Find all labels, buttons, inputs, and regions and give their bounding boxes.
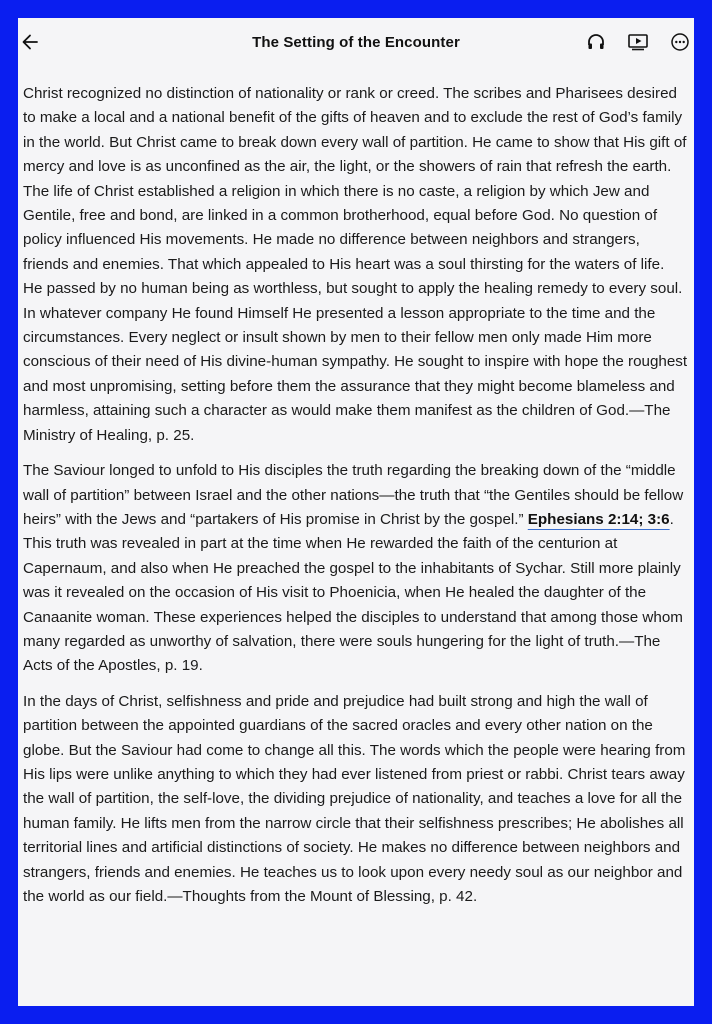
paragraph: Christ recognized no distinction of nationality or rank or creed. The scribes and Pharisees desired to make a local and a national benefit of the gifts of heaven and to exclude the rest of God’s family in the world. But Christ came to break down every wall of partition. He came to show that His gift of mercy and love is as unconfined as the air, the light, or the showers of rain that refresh the earth.: [23, 85, 687, 176]
paragraph: He passed by no human being as worthless, but sought to apply the healing remedy to every soul. In whatever company He found Himself He presented a lesson appropriate to the time and the circumstances. Every neglect or insult shown by men to their fellow men only made Him more conscious of their need of His divine-human sympathy. He sought to inspire with hope the roughest and most unpromising, setting before them the assurance that they might become blameless and harmless, attaining such a character as would make them manifest as the children of God.—The Ministry of Healing, p. 25.: [23, 280, 688, 444]
section-gap: [23, 448, 688, 459]
paragraph: [23, 459, 688, 679]
scripture-reference-link[interactable]: Ephesians 2:14; 3:6: [527, 510, 670, 528]
section-gap: [23, 679, 688, 690]
page-title: The Setting of the Encounter: [252, 33, 460, 51]
paragraph-text: The Saviour longed to unfold to His disciples the truth regarding the breaking down of the “middle wall of partition” between Israel and the other nations—the truth that “the Gentiles should be fellow heirs” with the Jews and “partakers of His promise in Christ by the gospel.”: [23, 462, 684, 528]
top-bar: [18, 18, 694, 66]
paragraph: The life of Christ established a religion in which there is no caste, a religion by which Jew and Gentile, free and bond, are linked in a common brotherhood, equal before God. No question of policy influenced His movements. He made no difference between neighbors and strangers, friends and enemies. That which appealed to His heart was a soul thirsting for the waters of life.: [23, 182, 665, 273]
more-icon: [670, 32, 690, 52]
paragraph-text: . This truth was revealed in part at the time when He rewarded the faith of the centurion at Capernaum, and also when He preached the gospel to the inhabitants of Sychar. Still more plainly was it revealed on the occasion of His visit to Phoenicia, when He healed the daughter of the Canaanite woman. These experiences helped the disciples to understand that among those whom many regarded as unworthy of salvation, there were souls hungering for the light of truth.—The Acts of the Apostles, p. 19.: [23, 510, 683, 675]
reader-screen: [18, 18, 694, 1006]
header-actions: [584, 30, 692, 54]
video-button[interactable]: [626, 30, 650, 54]
audio-button[interactable]: [584, 30, 608, 54]
play-icon: [627, 32, 649, 52]
paragraph: In the days of Christ, selfishness and pride and prejudice had built strong and high the wall of partition between the appointed guardians of the sacred oracles and every other nation on the globe. But the Saviour had come to change all this. The words which the people were hearing from His lips were unlike anything to which they had ever listened from priest or rabbi. Christ tears away the wall of partition, the self-love, the dividing prejudice of nationality, and teaches a love for all the human family. He lifts men from the narrow circle that their selfishness prescribes; He abolishes all territorial lines and artificial distinctions of society. He makes no difference between neighbors and strangers, friends and enemies. He teaches us to look upon every needy soul as our neighbor and the world as our field.—Thoughts from the Mount of Blessing, p. 42.: [23, 692, 686, 905]
headphones-icon: [586, 32, 606, 52]
arrow-left-icon: [21, 33, 39, 51]
more-button[interactable]: [668, 30, 692, 54]
reading-content: [23, 82, 688, 909]
back-button[interactable]: [18, 30, 42, 54]
